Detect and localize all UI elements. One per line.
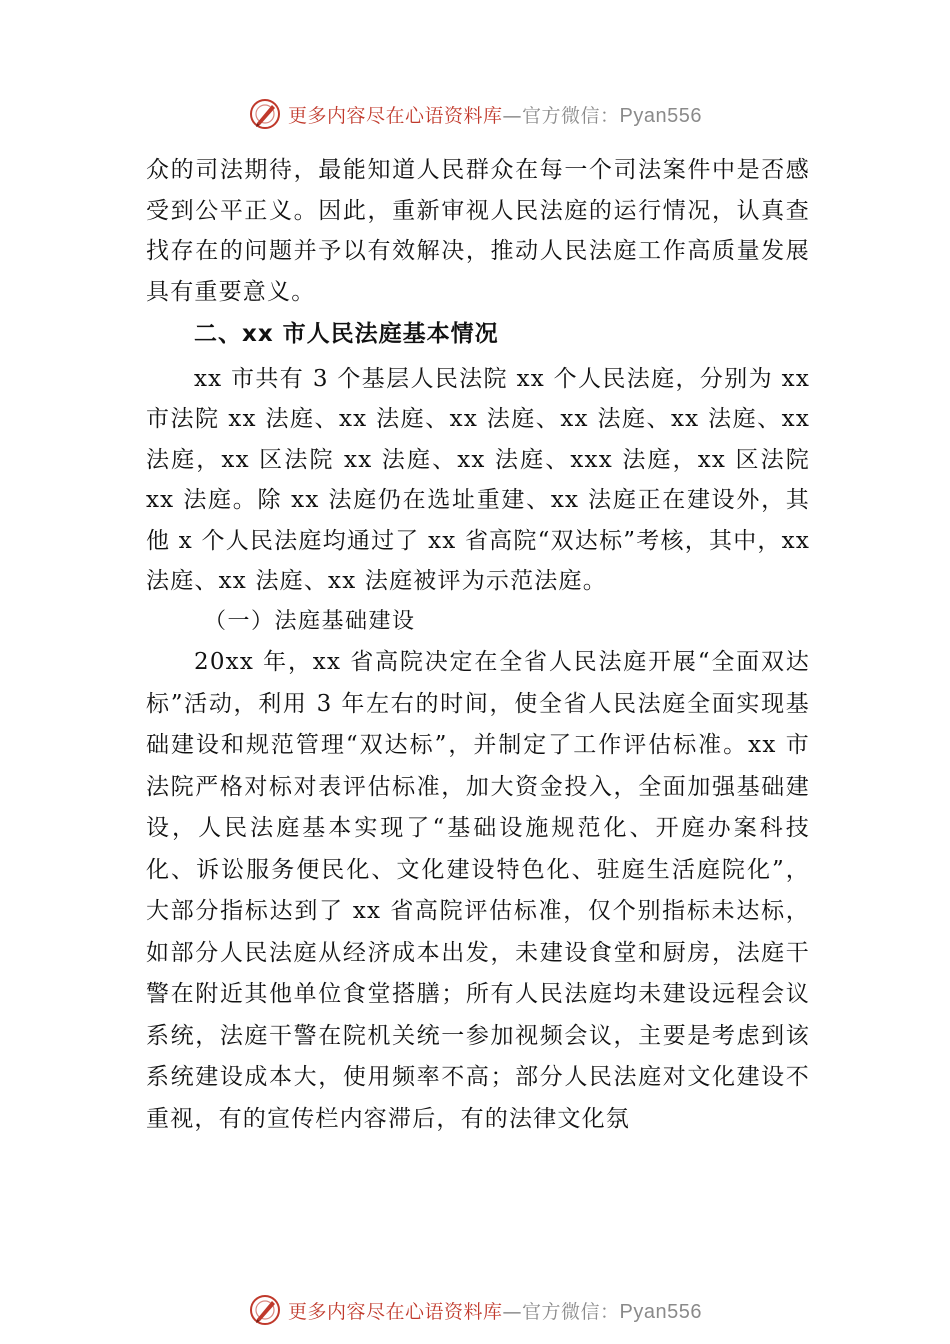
subsection-heading: （一）法庭基础建设 — [204, 608, 416, 634]
banner-title: 更多内容尽在心语资料库 — [288, 104, 503, 127]
footer-banner — [0, 1288, 950, 1332]
header-banner — [0, 92, 950, 136]
section-heading: 二、xx 市人民法庭基本情况 — [194, 321, 499, 347]
subsection-paragraph: 20xx 年，xx 省高院决定在全省人民法庭开展“全面双达标”活动，利用 3 年左右的时间，使全省人民法庭全面实现基础建设和规范管理“双达标”，并制定了工作评估标准。xx 市法院严格对标对表评估标准，加大资金投入，全面加强基础建设，人民法庭基本实现了“基础设施规范化、开庭办案科技化、诉讼服务便民化、文化建设特色化、驻庭生活庭院化”，大部分指标达到了 xx 省高院评估标准，仅个别指标未达标，如部分人民法庭从经济成本出发，未建设食堂和厨房，法庭干警在附近其他单位食堂搭膳；所有人民法庭均未建设远程会议系统，法庭干警在院机关统一参加视频会议，主要是考虑到该系统建设成本大，使用频率不高；部分人民法庭对文化建设不重视，有的宣传栏内容滞后，有的法律文化氛 — [146, 649, 810, 1132]
banner-wechat-label: 官方微信： — [522, 104, 620, 127]
banner-wechat-label: 官方微信： — [522, 1300, 620, 1323]
banner-separator: — — [502, 104, 523, 127]
banner-separator: — — [502, 1300, 523, 1323]
banner-wechat-id: Pyan556 — [619, 104, 702, 127]
pen-logo-icon — [248, 97, 282, 131]
pen-logo-icon — [248, 1293, 282, 1327]
section-paragraph: xx 市共有 3 个基层人民法院 xx 个人民法庭，分别为 xx 市法院 xx 法庭、xx 法庭、xx 法庭、xx 法庭、xx 法庭、xx 法庭，xx 区法院 xx 法庭、xx 法庭、xxx 法庭，xx 区法院 xx 法庭。除 xx 法庭仍在选址重建、xx 法庭正在建设外，其他 x 个人民法庭均通过了 xx 省高院“双达标”考核，其中，xx 法庭、xx 法庭、xx 法庭被评为示范法庭。 — [146, 365, 810, 594]
banner-wechat-id: Pyan556 — [619, 1300, 702, 1323]
document-body — [146, 150, 810, 1140]
banner-title: 更多内容尽在心语资料库 — [288, 1300, 503, 1323]
intro-paragraph: 众的司法期待，最能知道人民群众在每一个司法案件中是否感受到公平正义。因此，重新审视人民法庭的运行情况，认真查找存在的问题并予以有效解决，推动人民法庭工作高质量发展具有重要意义。 — [146, 157, 810, 305]
